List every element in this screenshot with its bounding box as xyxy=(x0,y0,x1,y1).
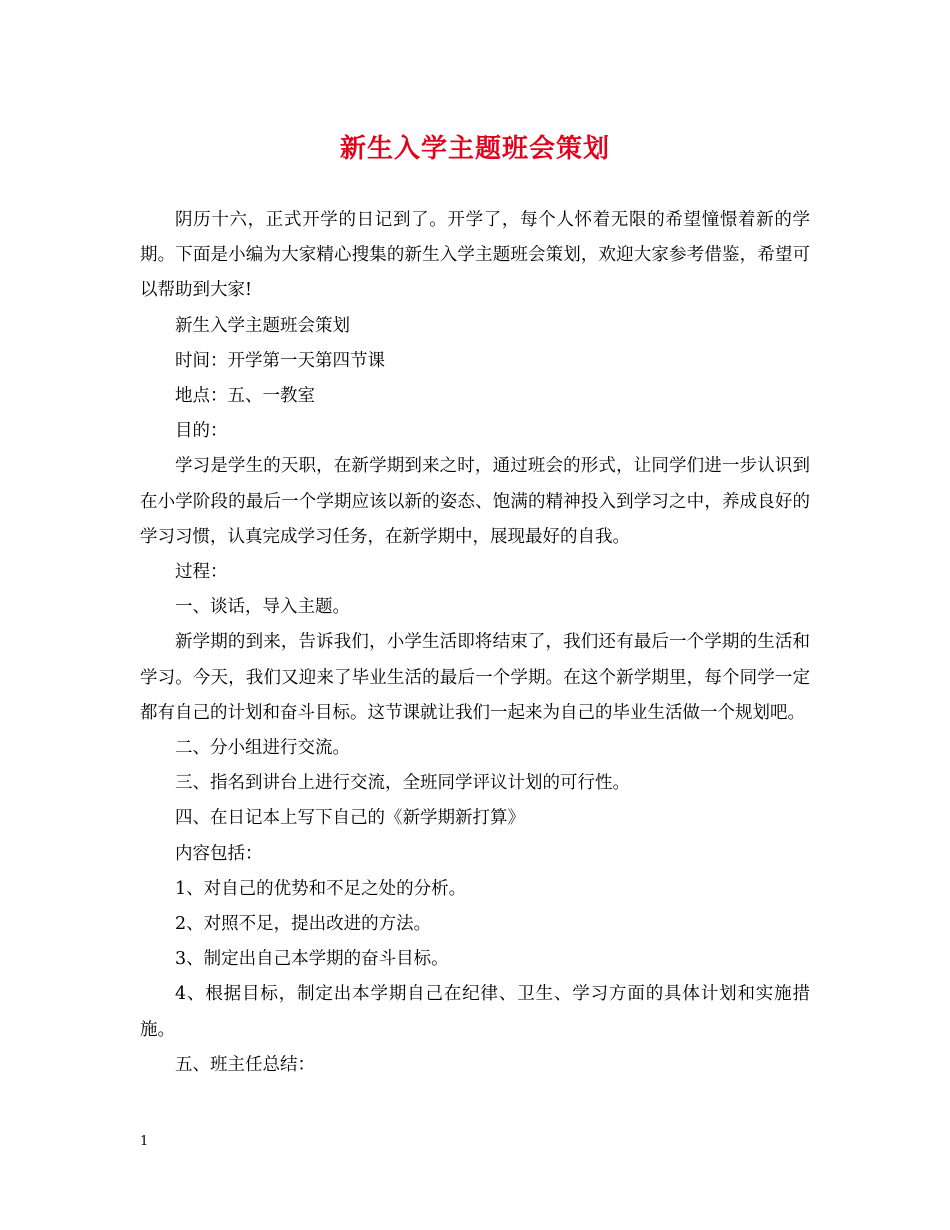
document-title: 新生入学主题班会策划 xyxy=(339,134,610,164)
paragraph-step-1: 一、谈话，导入主题。 xyxy=(175,597,350,618)
paragraph-subtitle: 新生入学主题班会策划 xyxy=(175,315,350,336)
paragraph-step-5: 五、班主任总结： xyxy=(175,1054,315,1075)
paragraph-content-heading: 内容包括： xyxy=(175,843,263,864)
paragraph-step-1-content: 新学期的到来，告诉我们，小学生活即将结束了，我们还有最后一个学期的生活和学习。今天，我们又迎来了毕业生活的最后一个学期。在这个新学期里，每个同学一定都有自己的计划和奋斗目标。这节课就让我们一起来为自己的毕业生活做一个规划吧。 xyxy=(140,632,810,723)
list-item-4: 4、根据目标，制定出本学期自己在纪律、卫生、学习方面的具体计划和实施措施。 xyxy=(140,984,810,1040)
paragraph-step-3: 三、指名到讲台上进行交流，全班同学评议计划的可行性。 xyxy=(175,773,630,794)
paragraph-step-2: 二、分小组进行交流。 xyxy=(175,738,350,759)
page-number: 1 xyxy=(140,1134,149,1149)
paragraph-purpose: 学习是学生的天职，在新学期到来之时，通过班会的形式，让同学们进一步认识到在小学阶段的最后一个学期应该以新的姿态、饱满的精神投入到学习之中，养成良好的学习习惯，认真完成学习任务，在新学期中，展现最好的自我。 xyxy=(140,456,810,547)
list-item-3: 3、制定出自己本学期的奋斗目标。 xyxy=(175,949,449,970)
paragraph-intro: 阴历十六，正式开学的日记到了。开学了，每个人怀着无限的希望憧憬着新的学期。下面是小编为大家精心搜集的新生入学主题班会策划，欢迎大家参考借鉴，希望可以帮助到大家! xyxy=(140,210,810,301)
document-body xyxy=(140,203,810,1083)
paragraph-step-4: 四、在日记本上写下自己的《新学期新打算》 xyxy=(175,808,525,829)
list-item-1: 1、对自己的优势和不足之处的分析。 xyxy=(175,878,467,899)
paragraph-process-heading: 过程： xyxy=(175,562,228,583)
list-item-2: 2、对照不足，提出改进的方法。 xyxy=(175,914,432,935)
paragraph-time: 时间：开学第一天第四节课 xyxy=(175,350,385,371)
paragraph-purpose-heading: 目的： xyxy=(175,421,228,442)
paragraph-location: 地点：五、一教室 xyxy=(175,386,315,407)
